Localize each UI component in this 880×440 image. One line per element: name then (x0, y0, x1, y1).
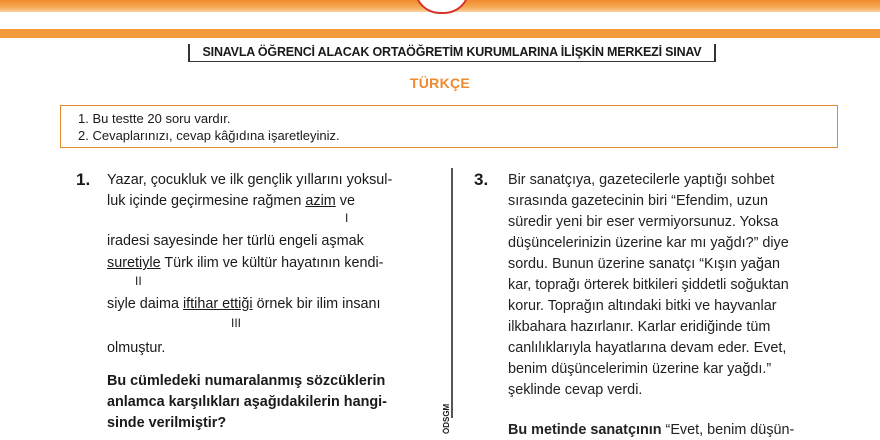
question-1-number: 1. (76, 170, 91, 189)
q3-line: ilkbahara hazırlanır. Karlar eridiğinde tüm (508, 319, 771, 335)
instructions-box (60, 105, 838, 148)
q1-line-6: olmuştur. (107, 340, 166, 356)
q1-line-5: siyle daima iftihar ettiği örnek bir ilim insanı (107, 296, 381, 312)
q1-word-azim: azim (305, 193, 336, 209)
q3-line: kar, toprağı örterek bitkileri şiddetli soğuktan (508, 277, 789, 293)
side-code: ÖDSGM (442, 403, 451, 435)
q1-prompt-line-3: sinde verilmiştir? (107, 415, 227, 431)
q1-line-4: suretiyle Türk ilim ve kültür hayatının kendi- (107, 255, 384, 271)
subject-title: TÜRKÇE (409, 75, 471, 91)
q1-prompt-line-1: Bu cümledeki numaralanmış sözcüklerin (107, 373, 386, 389)
roman-numeral-3: III (231, 316, 242, 330)
q1-line-3: iradesi sayesinde her türlü engeli aşmak (107, 233, 364, 249)
q3-line: canlılıklarıyla hayatlarına devam eder. Evet, (508, 340, 787, 356)
q1-word-suretiyle: suretiyle (107, 255, 161, 271)
q1-prompt-line-2: anlamca karşılıkları aşağıdakilerin hangi- (107, 394, 387, 410)
q3-line: korur. Toprağın altındaki bitki ve hayvanlar (508, 298, 777, 314)
q1-word-iftihar: iftihar ettiği (182, 296, 253, 312)
header-orange-band (0, 29, 880, 38)
q3-line: şeklinde cevap verdi. (508, 382, 643, 398)
roman-numeral-2: II (135, 274, 142, 288)
q3-line: düşüncelerinizin üzerine kar mı yağdı?” diye (508, 235, 789, 251)
q3-line: süredir yeni bir eser vermiyorsunuz. Yoksa (508, 214, 779, 230)
q1-line-1: Yazar, çocukluk ve ilk gençlik yıllarını yoksul- (107, 172, 393, 188)
q3-line: sırasında gazetecinin biri “Efendim, uzun (508, 193, 768, 209)
instruction-line: 1. Bu testte 20 soru vardır. (78, 111, 231, 126)
question-3-number: 3. (474, 170, 489, 189)
q3-prompt: Bu metinde sanatçının “Evet, benim düşün- (508, 422, 795, 438)
exam-title: SINAVLA ÖĞRENCİ ALACAK ORTAÖĞRETİM KURUMLARINA İLİŞKİN MERKEZİ SINAV (188, 44, 716, 62)
q3-line: sordu. Bunun üzerine sanatçı “Kışın yağan (508, 256, 780, 272)
q3-line: Bir sanatçıya, gazetecilerle yaptığı sohbet (508, 172, 775, 188)
instruction-line: 2. Cevaplarınızı, cevap kâğıdına işaretleyiniz. (78, 128, 340, 143)
q1-line-2: luk içinde geçirmesine rağmen azim ve (107, 193, 355, 209)
q3-line: benim düşüncelerimin üzerine kar yağdı.” (508, 361, 772, 377)
roman-numeral-1: I (345, 211, 349, 225)
column-divider (451, 168, 453, 418)
